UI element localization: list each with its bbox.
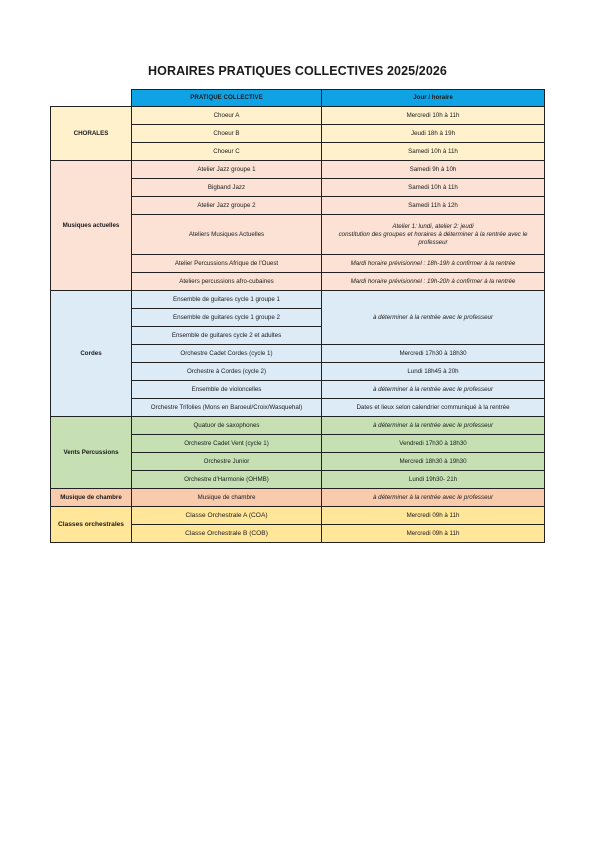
schedule-table (50, 89, 545, 543)
schedule-cell-multiline (322, 215, 545, 255)
schedule-cell: Mardi horaire prévisionnel : 18h-19h à confirmer à la rentrée (322, 255, 545, 273)
category-chorales: CHORALES (51, 107, 132, 161)
schedule-cell: Samedi 9h à 10h (322, 161, 545, 179)
practice-cell: Ateliers percussions afro-cubaines (132, 273, 322, 291)
schedule-note: constitution des groupes et horaires à déterminer à la rentrée avec le professeur (338, 230, 528, 246)
schedule-cell: à déterminer à la rentrée avec le professeur (322, 417, 545, 435)
practice-cell: Orchestre à Cordes (cycle 2) (132, 363, 322, 381)
practice-cell: Orchestre d'Harmonie (OHMB) (132, 471, 322, 489)
table-header-row (51, 90, 545, 107)
practice-cell: Choeur C (132, 143, 322, 161)
practice-cell: Ensemble de guitares cycle 2 et adultes (132, 327, 322, 345)
practice-cell: Ateliers Musiques Actuelles (132, 215, 322, 255)
table-row (51, 161, 545, 179)
practice-cell: Musique de chambre (132, 489, 322, 507)
practice-cell: Ensemble de guitares cycle 1 groupe 2 (132, 309, 322, 327)
practice-cell: Orchestre Cadet Vent (cycle 1) (132, 435, 322, 453)
practice-cell: Ensemble de guitares cycle 1 groupe 1 (132, 291, 322, 309)
practice-cell: Atelier Jazz groupe 1 (132, 161, 322, 179)
page-title: HORAIRES PRATIQUES COLLECTIVES 2025/2026 (148, 64, 447, 78)
table-row (51, 489, 545, 507)
schedule-cell: Mardi horaire prévisionnel : 19h-20h à confirmer à la rentrée (322, 273, 545, 291)
practice-cell: Atelier Percussions Afrique de l'Ouest (132, 255, 322, 273)
schedule-cell: Samedi 10h à 11h (322, 143, 545, 161)
schedule-cell: à déterminer à la rentrée avec le professeur (322, 381, 545, 399)
schedule-cell: Lundi 19h30- 21h (322, 471, 545, 489)
header-practice: PRATIQUE COLLECTIVE (132, 90, 322, 107)
practice-cell: Choeur A (132, 107, 322, 125)
schedule-cell: Lundi 18h45 à 20h (322, 363, 545, 381)
header-schedule: Jour / horaire (322, 90, 545, 107)
category-classes-orchestrales: Classes orchestrales (51, 507, 132, 543)
schedule-cell: à déterminer à la rentrée avec le professeur (322, 489, 545, 507)
category-vents-percussions: Vents Percussions (51, 417, 132, 489)
practice-cell: Bigband Jazz (132, 179, 322, 197)
practice-cell: Orchestre Trifolies (Mons en Baroeul/Croix/Wasquehal) (132, 399, 322, 417)
schedule-cell: Samedi 10h à 11h (322, 179, 545, 197)
schedule-cell: Mercredi 10h à 11h (322, 107, 545, 125)
practice-cell: Choeur B (132, 125, 322, 143)
header-empty-cell (51, 90, 132, 107)
table-row (51, 107, 545, 125)
schedule-cell: Samedi 11h à 12h (322, 197, 545, 215)
table-row (51, 507, 545, 525)
practice-cell: Quatuor de saxophones (132, 417, 322, 435)
practice-cell: Classe Orchestrale A (COA) (132, 507, 322, 525)
practice-cell: Ensemble de violoncelles (132, 381, 322, 399)
practice-cell: Orchestre Junior (132, 453, 322, 471)
table-row (51, 417, 545, 435)
schedule-cell: Mercredi 17h30 à 18h30 (322, 345, 545, 363)
category-musiques-actuelles: Musiques actuelles (51, 161, 132, 291)
table-row (51, 291, 545, 309)
category-cordes: Cordes (51, 291, 132, 417)
practice-cell: Atelier Jazz groupe 2 (132, 197, 322, 215)
schedule-cell: Mercredi 09h à 11h (322, 507, 545, 525)
practice-cell: Orchestre Cadet Cordes (cycle 1) (132, 345, 322, 363)
schedule-cell: Mercredi 09h à 11h (322, 525, 545, 543)
schedule-cell: à déterminer à la rentrée avec le professeur (322, 291, 545, 345)
schedule-cell: Dates et lieux selon calendrier communiqué à la rentrée (322, 399, 545, 417)
practice-cell: Classe Orchestrale B (COB) (132, 525, 322, 543)
schedule-cell: Jeudi 18h à 19h (322, 125, 545, 143)
schedule-cell: Vendredi 17h30 à 18h30 (322, 435, 545, 453)
category-musique-de-chambre: Musique de chambre (51, 489, 132, 507)
schedule-cell: Mercredi 18h30 à 19h30 (322, 453, 545, 471)
schedule-line: Atelier 1: lundi, atelier 2: jeudi (392, 222, 474, 230)
